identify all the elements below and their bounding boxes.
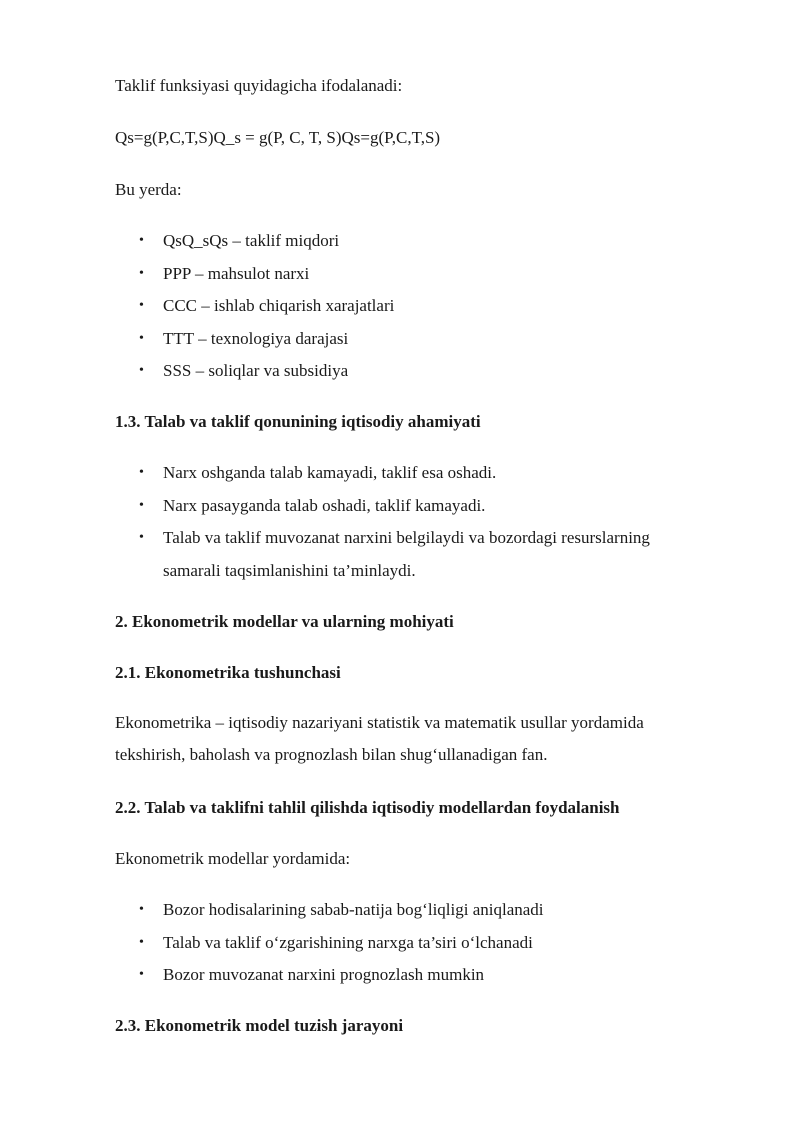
list-item-text: Talab va taklif o‘zgarishining narxga ta’siri o‘lchanadi: [163, 932, 533, 952]
list-item-text: PPP – mahsulot narxi: [163, 263, 310, 283]
bullet-icon: •: [139, 530, 144, 545]
bullet-icon: •: [139, 330, 144, 346]
bullet-icon: •: [139, 233, 144, 248]
variables-list: [115, 225, 735, 388]
list-item-text: SSS – soliqlar va subsidiya: [163, 361, 349, 380]
list-item: [115, 355, 735, 388]
intro-paragraph: Taklif funksiyasi quyidagicha ifodalanadi:: [115, 76, 403, 95]
list-item-text: Talab va taklif muvozanat narxini belgilaydi va bozordagi resurslarning samarali taqsimlanishini ta’minlaydi.: [163, 528, 650, 580]
section-2-2-heading: 2.2. Talab va taklifni tahlil qilishda iqtisodiy modellardan foydalanish: [115, 798, 620, 817]
list-item-text: Bozor muvozanat narxini prognozlash mumkin: [163, 965, 485, 984]
where-label: Bu yerda:: [115, 180, 182, 199]
section-2-2-list: [115, 894, 735, 992]
list-item-text: Narx oshganda talab kamayadi, taklif esa oshadi.: [163, 463, 497, 482]
bullet-icon: •: [139, 465, 144, 480]
list-item: [115, 927, 735, 960]
list-item: [115, 323, 735, 356]
list-item: [115, 457, 735, 490]
list-item-text: TTT – texnologiya darajasi: [163, 328, 349, 348]
list-item: [115, 225, 735, 258]
list-item-text: Bozor hodisalarining sabab-natija bog‘liqligi aniqlanadi: [163, 900, 544, 919]
supply-function-formula: Qs=g(P,C,T,S)Q_s = g(P, C, T, S)Qs=g(P,C,T,S): [115, 128, 441, 147]
section-2-1-paragraph: Ekonometrika – iqtisodiy nazariyani statistik va matematik usullar yordamida tekshirish, baholash va prognozlash bilan shug‘ullanadigan fan.: [115, 713, 644, 764]
bullet-icon: •: [139, 934, 144, 950]
list-item: [115, 258, 735, 291]
list-item: [115, 522, 735, 587]
bullet-icon: •: [139, 902, 144, 917]
bullet-icon: •: [139, 497, 144, 513]
section-2-3-heading: 2.3. Ekonometrik model tuzish jarayoni: [115, 1016, 404, 1035]
bullet-icon: •: [139, 298, 144, 313]
list-item-text: Narx pasayganda talab oshadi, taklif kamayadi.: [163, 495, 486, 515]
bullet-icon: •: [139, 265, 144, 281]
section-2-1-heading: 2.1. Ekonometrika tushunchasi: [115, 663, 341, 682]
section-1-3-heading: 1.3. Talab va taklif qonunining iqtisodiy ahamiyati: [115, 412, 481, 431]
list-item-text: CCC – ishlab chiqarish xarajatlari: [163, 296, 395, 315]
section-2-heading: 2. Ekonometrik modellar va ularning mohiyati: [115, 612, 454, 631]
section-2-2-intro: Ekonometrik modellar yordamida:: [115, 849, 351, 868]
bullet-icon: •: [139, 967, 144, 982]
list-item: [115, 290, 735, 323]
list-item: [115, 894, 735, 927]
list-item-text: QsQ_sQs – taklif miqdori: [163, 231, 340, 250]
bullet-icon: •: [139, 363, 144, 378]
section-1-3-list: [115, 457, 735, 587]
list-item: [115, 959, 735, 992]
list-item: [115, 490, 735, 523]
